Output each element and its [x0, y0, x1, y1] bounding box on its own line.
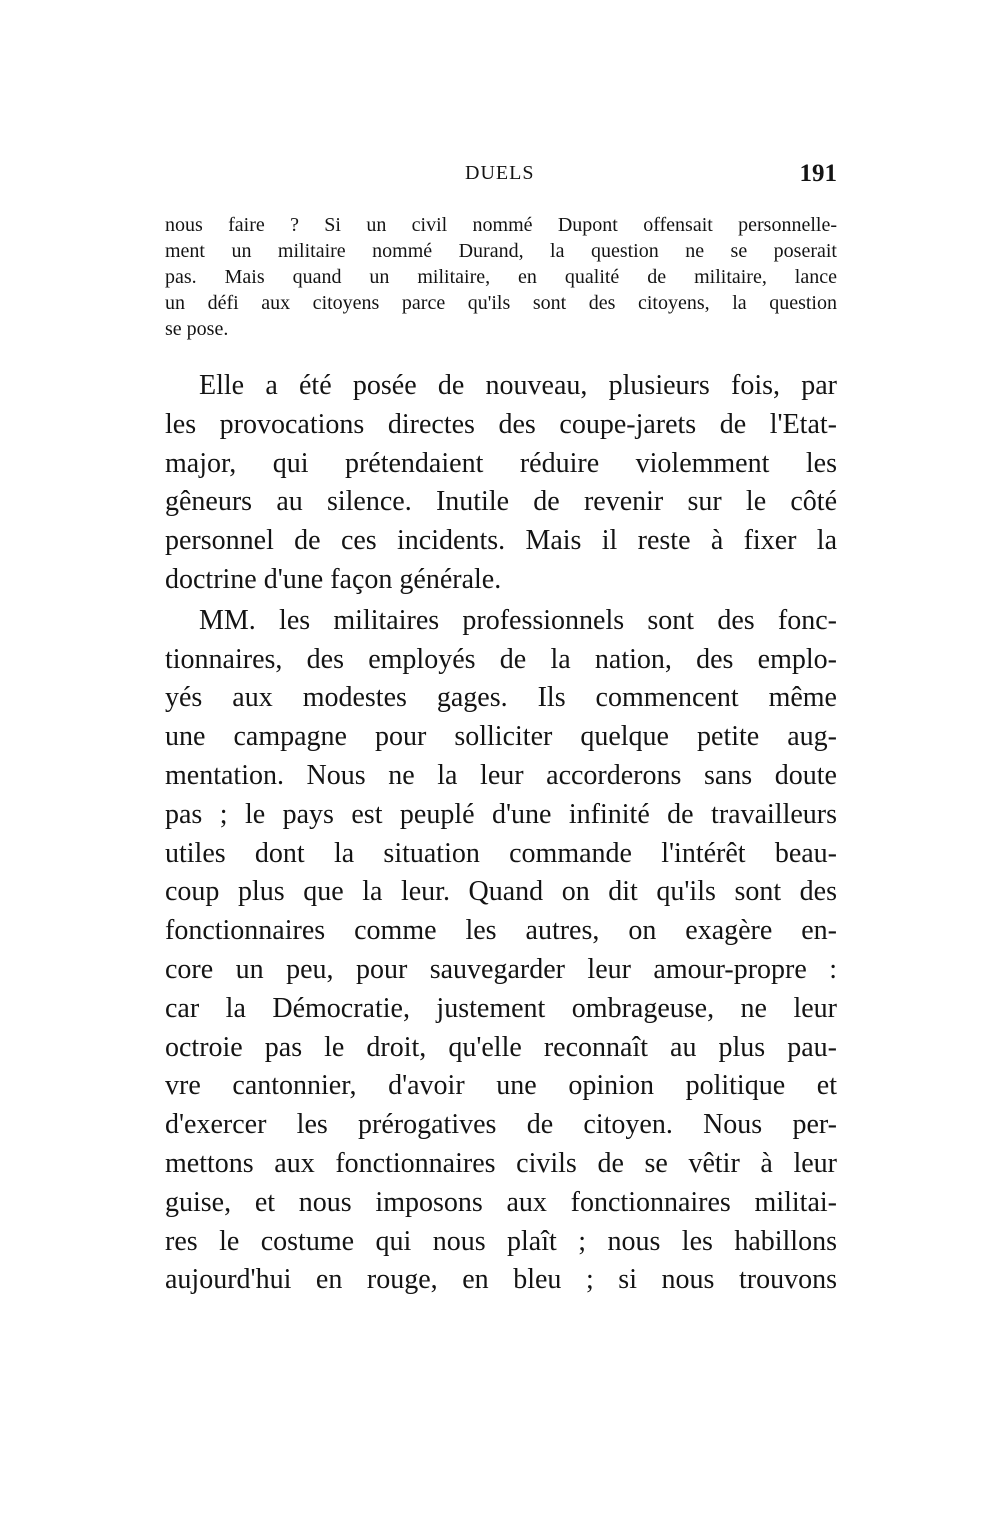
text-line: pas ; le pays est peuplé d'une infinité de travailleurs: [165, 798, 837, 830]
text-line: les provocations directes des coupe-jarets de l'Etat-: [165, 408, 837, 440]
text-line: fonctionnaires comme les autres, on exagère en-: [165, 915, 837, 947]
text-line: res le costume qui nous plaît ; nous les habillons: [165, 1225, 837, 1257]
running-head: [165, 160, 837, 194]
text-line: une campagne pour solliciter quelque petite aug-: [165, 721, 837, 753]
paragraph: [165, 602, 837, 1300]
text-line: d'exercer les prérogatives de citoyen. Nous per-: [165, 1109, 837, 1141]
text-line: tionnaires, des employés de la nation, des emplo-: [165, 643, 837, 675]
text-line: aujourd'hui en rouge, en bleu ; si nous trouvons: [165, 1264, 837, 1296]
text-line: major, qui prétendaient réduire violemment les: [165, 447, 837, 479]
text-line: ment un militaire nommé Durand, la question ne se poserait: [165, 240, 837, 262]
text-line: guise, et nous imposons aux fonctionnaires militai-: [165, 1186, 837, 1218]
text-line: pas. Mais quand un militaire, en qualité de militaire, lance: [165, 266, 837, 288]
text-line: personnel de ces incidents. Mais il reste à fixer la: [165, 525, 837, 557]
text-line: octroie pas le droit, qu'elle reconnaît au plus pau-: [165, 1031, 837, 1063]
text-line: mentation. Nous ne la leur accorderons sans doute: [165, 759, 837, 791]
text-line: gêneurs au silence. Inutile de revenir sur le côté: [165, 486, 837, 518]
text-line: doctrine d'une façon générale.: [165, 563, 502, 595]
text-line: yés aux modestes gages. Ils commencent même: [165, 682, 837, 714]
text-line: core un peu, pour sauvegarder leur amour-propre :: [165, 953, 837, 985]
text-line: mettons aux fonctionnaires civils de se vêtir à leur: [165, 1147, 837, 1179]
page-number: 191: [799, 160, 837, 187]
continued-paragraph: [165, 212, 837, 342]
text-line: vre cantonnier, d'avoir une opinion politique et: [165, 1070, 837, 1102]
text-line: coup plus que la leur. Quand on dit qu'ils sont des: [165, 876, 837, 908]
running-title: DUELS: [465, 162, 535, 184]
text-line: nous faire ? Si un civil nommé Dupont offensait personnelle-: [165, 214, 837, 236]
text-line: un défi aux citoyens parce qu'ils sont des citoyens, la question: [165, 292, 837, 314]
text-line: se pose.: [165, 318, 229, 340]
paragraph: [165, 367, 837, 600]
text-line: MM. les militaires professionnels sont des fonc-: [199, 604, 837, 636]
main-text: [165, 367, 837, 1300]
text-line: utiles dont la situation commande l'intérêt beau-: [165, 837, 837, 869]
text-line: car la Démocratie, justement ombrageuse, ne leur: [165, 992, 837, 1024]
text-line: Elle a été posée de nouveau, plusieurs fois, par: [199, 370, 837, 401]
